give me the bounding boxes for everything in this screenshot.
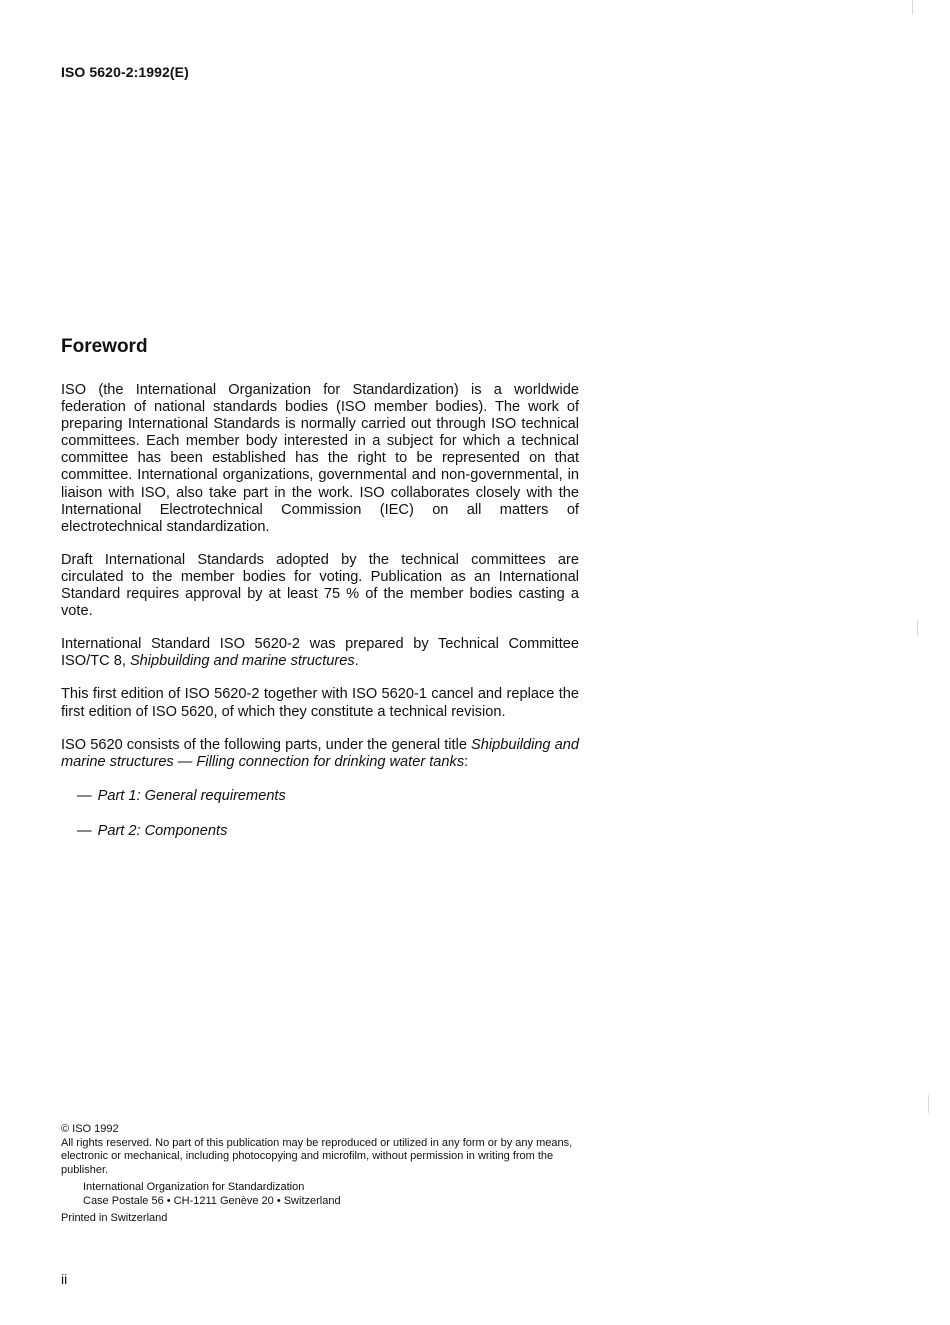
organization-name: International Organization for Standardization bbox=[83, 1181, 305, 1193]
paragraph-3-text: International Standard ISO 5620-2 was prepared by Technical Committee ISO/TC 8, bbox=[61, 636, 579, 670]
paragraph-5-text: ISO 5620 consists of the following parts, under the general title bbox=[61, 736, 472, 753]
list-item bbox=[61, 823, 579, 840]
parts-list bbox=[61, 788, 579, 840]
foreword-paragraph-1: ISO (the International Organization for Standardization) is a worldwide federation of national standards bodies (ISO member bodies). The work of preparing International Standards is normally carried out through ISO technical committees. Each member body interested in a subject for which a technical committee has been established has the right to be represented on that committee. International organizations, governmental and non-governmental, in liaison with ISO, also take part in the work. ISO collaborates closely with the International Electrotechnical Commission (IEC) on all matters of electrotechnical standardization. bbox=[61, 382, 579, 535]
part-label: Part 2: Components bbox=[97, 822, 228, 839]
general-title: Shipbuilding and marine structures — Filling connection for drinking water tanks bbox=[61, 736, 579, 770]
part-label: Part 1: General requirements bbox=[97, 787, 286, 804]
foreword-paragraph-5 bbox=[61, 737, 579, 771]
paragraph-3-end: . bbox=[354, 653, 359, 670]
foreword-heading: Foreword bbox=[61, 336, 148, 357]
foreword-paragraph-4: This first edition of ISO 5620-2 together with ISO 5620-1 cancel and replace the first edition of ISO 5620, of which they constitute a technical revision. bbox=[61, 686, 579, 720]
publisher-address bbox=[61, 1181, 581, 1208]
copyright-line: © ISO 1992 bbox=[61, 1123, 119, 1135]
foreword-body bbox=[61, 382, 579, 858]
printed-in: Printed in Switzerland bbox=[61, 1212, 168, 1224]
foreword-paragraph-3 bbox=[61, 636, 579, 670]
rights-statement: All rights reserved. No part of this publication may be reproduced or utilized in any form or by any means, electronic or mechanical, including photocopying and microfilm, without permission in writing from the publisher. bbox=[61, 1136, 573, 1176]
scan-edge-mark bbox=[928, 1095, 929, 1113]
scan-edge-mark bbox=[912, 0, 913, 14]
page-number: ii bbox=[61, 1271, 68, 1287]
postal-address: Case Postale 56 • CH-1211 Genève 20 • Switzerland bbox=[83, 1194, 341, 1207]
copyright-block bbox=[61, 1123, 581, 1226]
foreword-paragraph-2: Draft International Standards adopted by the technical committees are circulated to the member bodies for voting. Publication as an International Standard requires approval by at least 75 % of the member bodies casting a vote. bbox=[61, 551, 579, 620]
dash: — bbox=[77, 787, 92, 804]
scan-edge-mark bbox=[917, 620, 918, 636]
dash: — bbox=[77, 822, 92, 839]
list-item bbox=[61, 788, 579, 805]
committee-title: Shipbuilding and marine structures bbox=[129, 653, 355, 670]
document-identifier: ISO 5620-2:1992(E) bbox=[61, 64, 189, 80]
paragraph-5-end: : bbox=[464, 753, 469, 770]
